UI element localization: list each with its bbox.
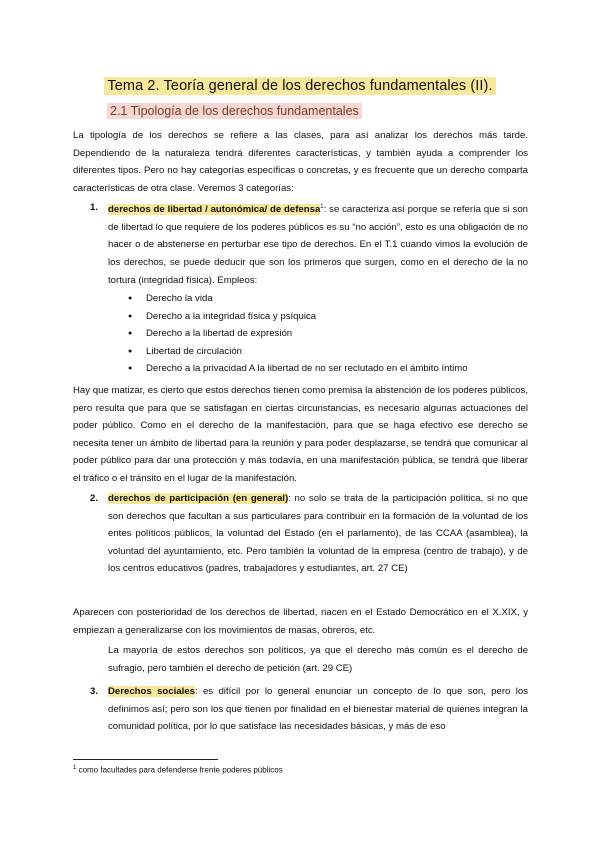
item-1-number: 1.	[90, 202, 99, 213]
item-3-number: 3.	[90, 686, 99, 697]
list-item: ● Derecho a la privacidad A la libertad de no ser reclutado en el ámbito íntimo	[128, 360, 468, 378]
paragraph-2: Hay que matizar, es cierto que estos derechos tienen como premisa la abstención de los poderes públicos, pero resulta que para que se satisfagan en ciertas circunstancias, es necesario algunas actuaciones del poder público. Como en el derecho de la manifestación, para que se haga efectivo ese derecho se necesita tener un ámbito de libertad para la reunión y para poder desplazarse, se tendrá que comunicar al poder público para dar una protección y más todavía, en una manifestación pública, se tendrá que liberar el tráfico o el tránsito en el lugar de la manifestación.	[73, 385, 528, 484]
item-2-term: derechos de participación (en general)	[108, 493, 289, 504]
bullet-icon: ●	[128, 347, 133, 355]
rights-list	[128, 290, 468, 378]
paragraph-3: Aparecen con posterioridad de los derechos de libertad, nacen en el Estado Democrático en el X.XIX, y empiezan a generalizarse con los movimientos de masas, obreros, etc.	[73, 607, 528, 636]
item-1-paragraph	[108, 199, 528, 289]
list-item: ● Derecho la vida	[128, 290, 468, 308]
item-3-text: : es difícil por lo general enunciar un concepto de lo que son, pero los definimos así; pero son los que tienen por finalidad en el bienestar material de quienes integran la comunidad política, por lo que satisface las necesidades básicas, y más de eso	[108, 686, 528, 733]
item-2-text: : no solo se trata de la participación política, si no que son derechos que facultan a sus particulares para contribuir en la formación de la voluntad de los entes políticos públicos, la voluntad del Estado (en el parlamento), de las CCAA (asamblea), la voluntad del ayuntamiento, etc. Pero también la voluntad de la empresa (centro de trabajo), y de los centros educativos (padres, trabajadores y estudiantes, art. 27 CE)	[108, 493, 528, 575]
bullet-icon: ●	[128, 365, 133, 373]
item-1-term: derechos de libertad / autonómica/ de defensa	[108, 204, 321, 216]
section-heading: 2.1 Tipología de los derechos fundamentales	[107, 103, 362, 119]
bullet-icon: ●	[128, 330, 133, 338]
paragraph-4: La mayoría de estos derechos son políticos, ya que el derecho más común es el derecho de sufragio, pero también el derecho de petición (art. 29 CE)	[108, 645, 528, 674]
bullet-icon: ●	[128, 295, 133, 302]
list-item: ● Libertad de circulación	[128, 343, 468, 361]
item-2-number: 2.	[90, 493, 99, 504]
item-2-paragraph	[108, 490, 528, 578]
intro-paragraph: La tipología de los derechos se refiere a las clases, para así analizar los derechos más tarde. Dependiendo de la naturaleza tendrá diferentes características, y también ayuda a comprender los diferentes tipos. Pero no hay categorías específicas o concretas, y es frecuente que un derecho comparta características de otra clase. Veremos 3 categorías:	[73, 130, 528, 194]
footnote-ref[interactable]: 1	[320, 204, 324, 210]
footnote-mark: 1	[73, 765, 77, 771]
list-item: ● Derecho a la libertad de expresión	[128, 325, 468, 343]
page-title: Tema 2. Teoría general de los derechos fundamentales (II).	[104, 77, 495, 95]
item-3-term: Derechos sociales	[108, 686, 195, 697]
item-1-text: : se caracteriza así porque se refería que si son de libertad lo que requiere de los poderes públicos es su “no acción”, esto es una obligación de no hacer o de abstenerse en perturbar ese tipo de derechos. En el T.1 cuando vimos la evolución de los derechos, se puede deducir que son los primeros que surgen, como en el derecho de la no tortura (integridad física). Empleos:	[108, 204, 528, 286]
footnote	[73, 765, 283, 775]
bullet-icon: ●	[128, 312, 133, 320]
item-3-paragraph	[108, 683, 528, 736]
footnote-divider	[73, 759, 218, 760]
list-item: ● Derecho a la integridad física y psíquica	[128, 308, 468, 326]
footnote-text: como facultades para defenderse frente poderes públicos	[76, 765, 283, 775]
